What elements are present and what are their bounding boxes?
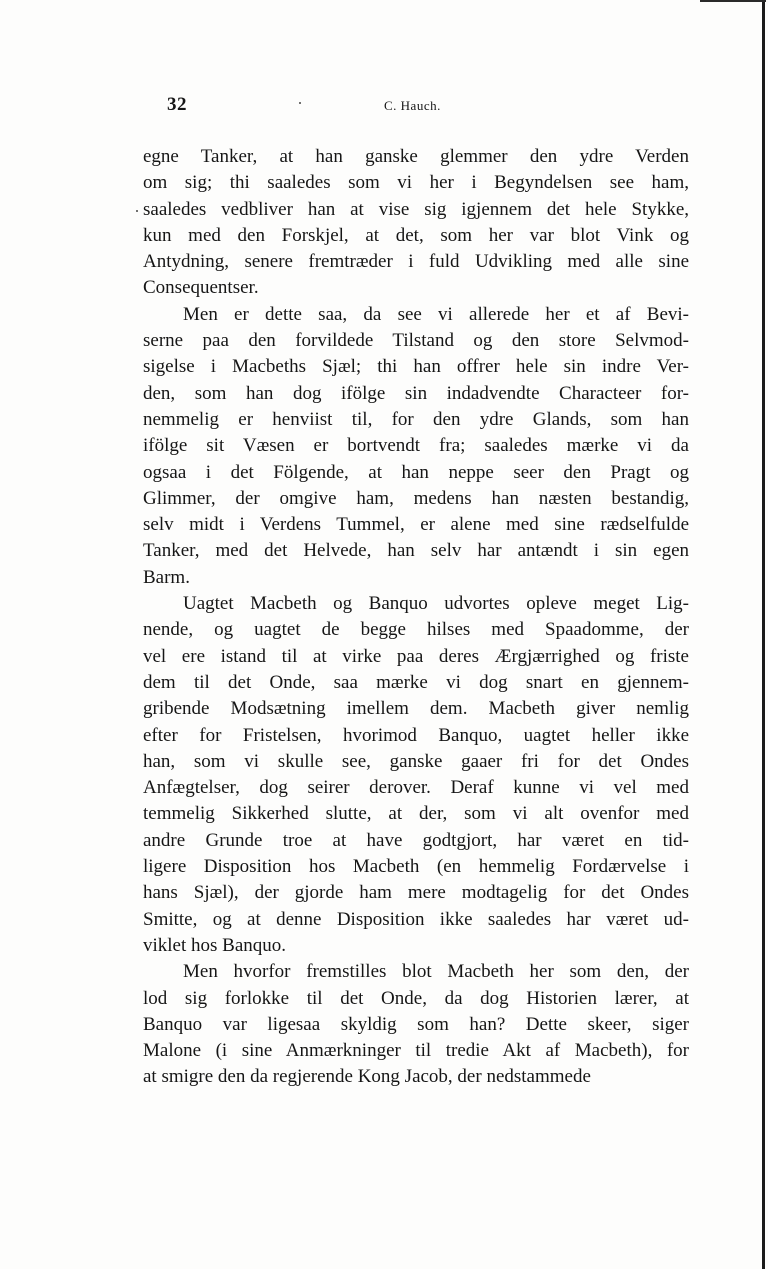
text-line: Barm. (143, 566, 190, 588)
text-line: egne Tanker, at han ganske glemmer den ydre Verden (143, 146, 689, 167)
text-line: Glimmer, der omgive ham, medens han næsten bestandig, (143, 487, 689, 509)
text-line: at smigre den da regjerende Kong Jacob, der nedstammede (143, 1066, 591, 1088)
paragraph (143, 302, 689, 591)
text-line: Smitte, og at denne Disposition ikke saaledes har været ud- (143, 908, 689, 930)
text-line: Anfægtelser, dog seirer derover. Deraf kunne vi vel med (143, 777, 689, 799)
text-line: den, som han dog ifölge sin indadvendte Characteer for- (143, 382, 689, 404)
text-line: han, som vi skulle see, ganske gaaer fri for det Ondes (143, 750, 689, 772)
text-line: ifölge sit Væsen er bortvendt fra; saaledes mærke vi da (143, 435, 689, 457)
page-number: 32 (167, 94, 187, 115)
text-line: Men er dette saa, da see vi allerede her et af Bevi- (183, 303, 689, 325)
text-line: Uagtet Macbeth og Banquo udvortes opleve meget Lig- (183, 593, 689, 615)
body-text (143, 144, 689, 1091)
text-line: Tanker, med det Helvede, han selv har antændt i sin egen (143, 540, 689, 562)
text-line: hans Sjæl), der gjorde ham mere modtagelig for det Ondes (143, 882, 689, 904)
text-line: Consequentser. (143, 277, 259, 299)
text-line: gribende Modsætning imellem dem. Macbeth giver nemlig (143, 698, 689, 720)
text-line: sigelse i Macbeths Sjæl; thi han offrer hele sin indre Ver- (143, 356, 689, 378)
text-line: lod sig forlokke til det Onde, da dog Historien lærer, at (143, 987, 689, 1009)
page-header (143, 94, 689, 118)
ink-speck (136, 210, 138, 212)
ink-speck (299, 102, 301, 104)
text-line: nemmelig er henviist til, for den ydre Glands, som han (143, 408, 689, 430)
text-line: om sig; thi saaledes som vi her i Begyndelsen see ham, (143, 172, 689, 194)
text-line: ligere Disposition hos Macbeth (en hemmelig Fordærvelse i (143, 856, 689, 878)
text-line: selv midt i Verdens Tummel, er alene med sine rædselfulde (143, 514, 689, 536)
text-line: nende, og uagtet de begge hilses med Spaadomme, der (143, 619, 689, 641)
text-line: serne paa den forvildede Tilstand og den store Selvmod- (143, 330, 689, 352)
text-line: vel ere istand til at virke paa deres Ærgjærrighed og friste (143, 645, 689, 667)
page-edge-line (762, 0, 765, 1269)
paragraph (143, 144, 689, 302)
text-line: ogsaa i det Fölgende, at han neppe seer den Pragt og (143, 461, 689, 483)
text-line: Antydning, senere fremtræder i fuld Udvikling med alle sine (143, 251, 689, 273)
text-line: efter for Fristelsen, hvorimod Banquo, uagtet heller ikke (143, 724, 689, 746)
paragraph (143, 591, 689, 959)
text-line: dem til det Onde, saa mærke vi dog snart en gjennem- (143, 671, 689, 693)
text-line: Banquo var ligesaa skyldig som han? Dette skeer, siger (143, 1013, 689, 1035)
text-line: viklet hos Banquo. (143, 934, 287, 956)
text-line: temmelig Sikkerhed slutte, at der, som vi alt ovenfor med (143, 803, 689, 825)
text-line: saaledes vedbliver han at vise sig igjennem det hele Stykke, (143, 198, 689, 220)
running-head: C. Hauch. (384, 98, 441, 113)
text-line: kun med den Forskjel, at det, som her var blot Vink og (143, 224, 689, 246)
text-line: andre Grunde troe at have godtgjort, har været en tid- (143, 829, 689, 851)
text-line: Men hvorfor fremstilles blot Macbeth her som den, der (183, 961, 689, 983)
page-corner-line (700, 0, 766, 2)
paragraph (143, 959, 689, 1090)
text-line: Malone (i sine Anmærkninger til tredie Akt af Macbeth), for (143, 1040, 689, 1062)
